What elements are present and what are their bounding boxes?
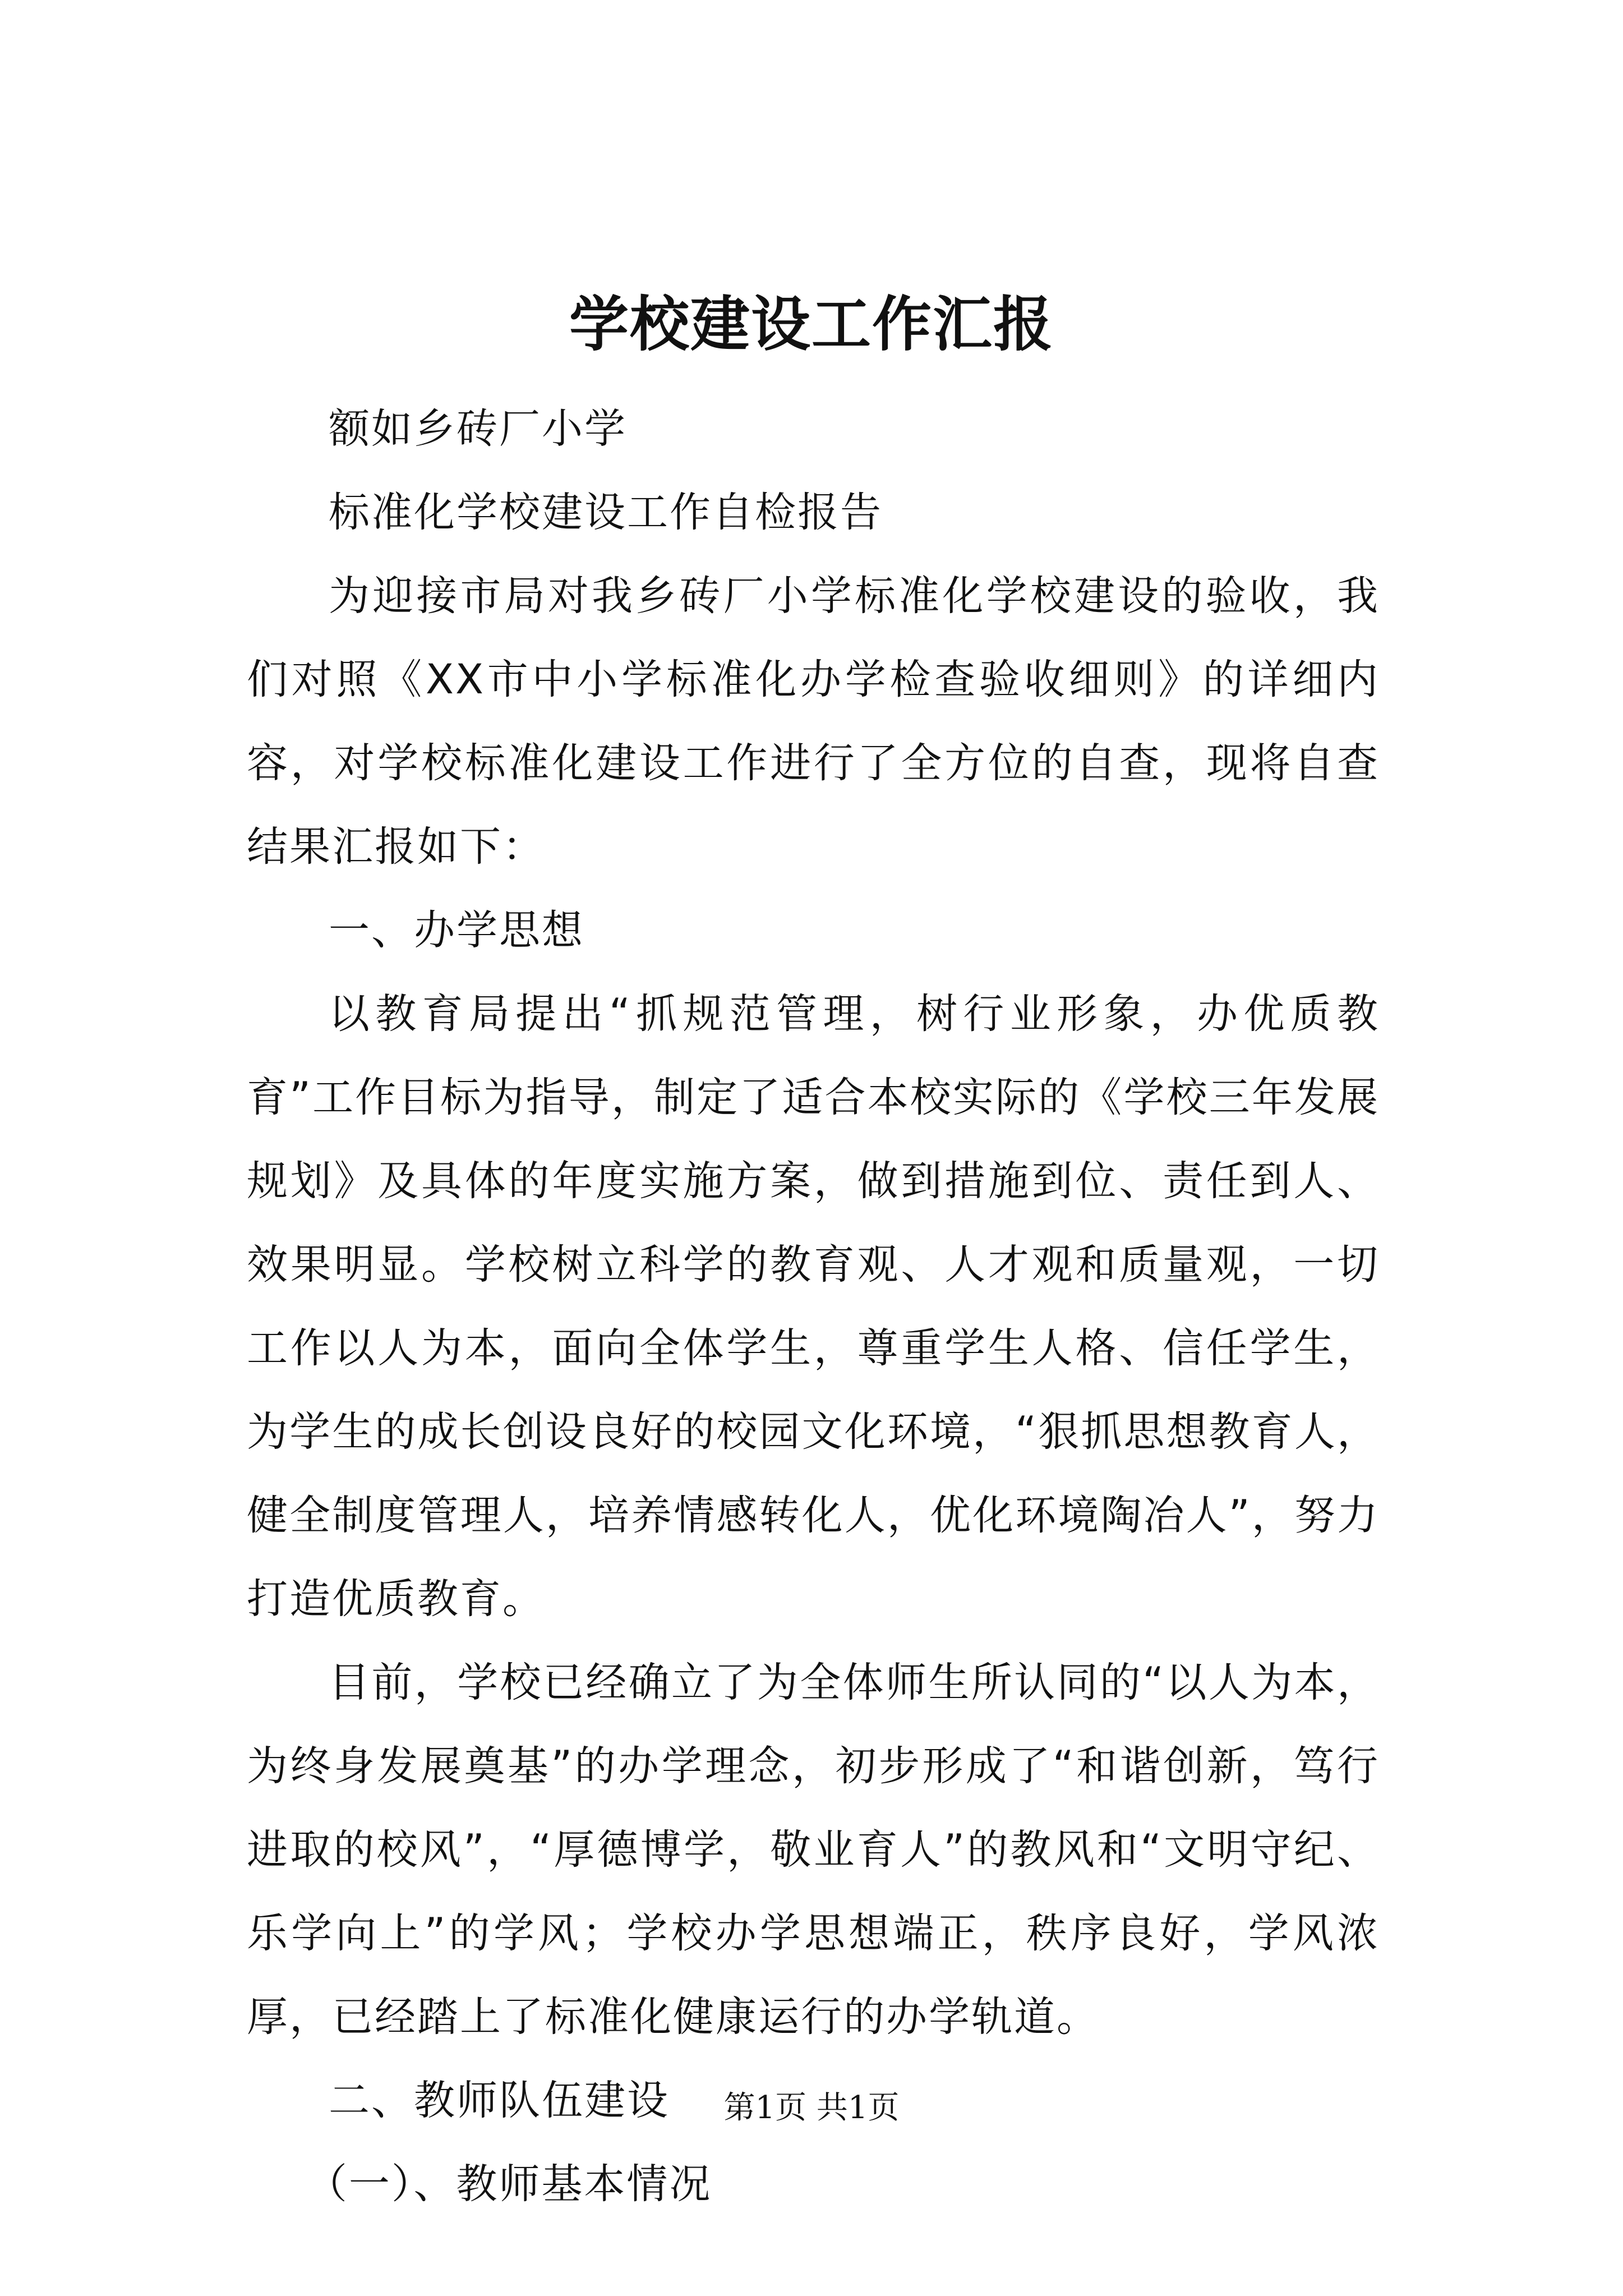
section-heading-2: 二、教师队伍建设: [329, 2077, 670, 2124]
intro-paragraph: 为迎接市局对我乡砖厂小学标准化学校建设的验收，我们对照《XX市中小学标准化办学检查验收细则》的详细内容，对学校标准化建设工作进行了全方位的自查，现将自查结果汇报如下：: [247, 572, 1380, 871]
document-title: 学校建设工作汇报: [569, 289, 1054, 359]
subsection-heading: （一）、教师基本情况: [306, 2160, 712, 2208]
document-body: [247, 387, 1380, 2226]
report-subtitle: 标准化学校建设工作自检报告: [329, 489, 883, 536]
body-paragraph: 目前，学校已经确立了为全体师生所认同的“以人为本，为终身发展奠基”的办学理念，初步形成了“和谐创新，笃行进取的校风”，“厚德博学，敬业育人”的教风和“文明守纪、乐学向上”的学风；学校办学思想端正，秩序良好，学风浓厚，已经踏上了标准化健康运行的办学轨道。: [247, 1659, 1380, 2041]
section-heading-1: 一、办学思想: [329, 907, 584, 954]
school-name: 额如乡砖厂小学: [329, 405, 627, 453]
body-paragraph: 以教育局提出“抓规范管理，树行业形象，办优质教育”工作目标为指导，制定了适合本校实际的《学校三年发展规划》及具体的年度实施方案，做到措施到位、责任到人、效果明显。学校树立科学的教育观、人才观和质量观，一切工作以人为本，面向全体学生，尊重学生人格、信任学生，为学生的成长创设良好的校园文化环境，“狠抓思想教育人，健全制度管理人，培养情感转化人，优化环境陶冶人”，努力打造优质教育。: [247, 990, 1380, 1623]
page-footer: 第1页 共1页: [723, 2090, 900, 2126]
